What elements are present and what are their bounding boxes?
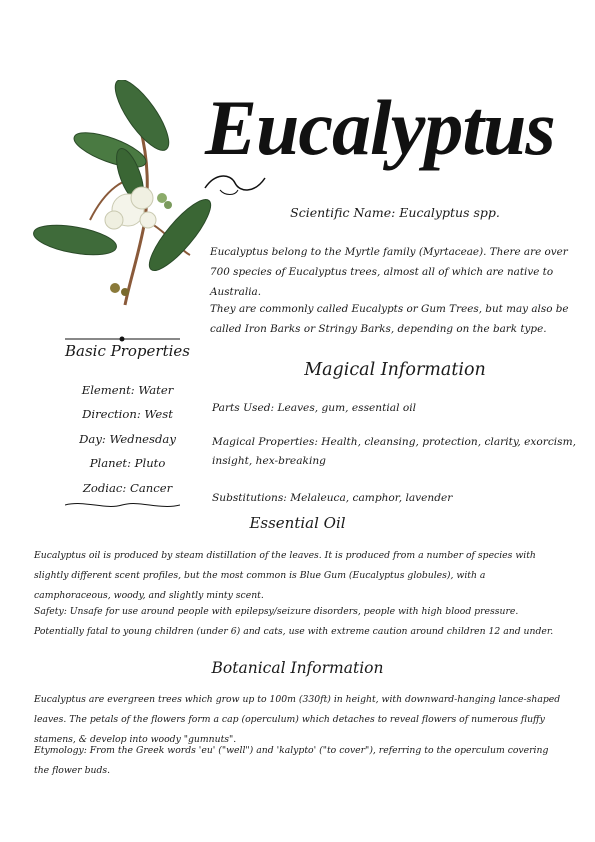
basic-properties-heading: Basic Properties <box>65 342 190 360</box>
substitutions: Substitutions: Melaleuca, camphor, lavender <box>212 492 453 504</box>
safety-text: Safety: Unsafe for use around people with epilepsy/seizure disorders, people with high blood pressure. Potentially fatal to young children (under 6) and cats, use with extreme caution around children 12 and under. <box>34 606 554 637</box>
title-text: Eucalyptus <box>205 84 555 171</box>
property-day: Day: Wednesday <box>79 431 176 446</box>
etymology-text: Etymology: From the Greek words 'eu' ("well") and 'kalypto' ("to cover"), referring to the operculum covering the flower buds. <box>34 745 549 776</box>
description-paragraph: Eucalyptus belong to the Myrtle family (Myrtaceae). There are over 700 species of Eucalyptus trees, almost all of which are native to Australia. <box>210 246 568 298</box>
magical-heading: Magical Information <box>304 360 486 380</box>
ornamental-flourish-icon <box>200 168 270 198</box>
eucalyptus-illustration-icon <box>30 80 215 310</box>
description-paragraph: They are commonly called Eucalypts or Gum Trees, but may also be called Iron Barks or Stringy Barks, depending on the bark type. <box>210 303 569 335</box>
property-planet: Planet: Pluto <box>89 456 166 471</box>
magical-properties: Magical Properties: Health, cleansing, protection, clarity, exorcism, insight, hex-breaking <box>212 436 577 467</box>
scientific-name: Scientific Name: Eucalyptus spp. <box>290 205 500 220</box>
botanical-text: Eucalyptus are evergreen trees which grow up to 100m (330ft) in height, with downward-hanging lance-shaped leaves. The petals of the flowers form a cap (operculum) which detaches to reveal flowers of numerous fluffy stamens, & develop into woody "gumnuts". <box>34 694 561 745</box>
property-direction: Direction: West <box>82 407 173 422</box>
botanical-heading: Botanical Information <box>211 659 384 677</box>
property-zodiac: Zodiac: Cancer <box>82 480 173 495</box>
property-element: Element: Water <box>81 383 174 397</box>
essential-oil-text: Eucalyptus oil is produced by steam distillation of the leaves. It is produced from a number of species with slightly different scent profiles, but the most common is Blue Gum (Eucalyptus globules), with a camphoraceous, woody, and slightly minty scent. <box>34 550 536 601</box>
essential-oil-heading: Essential Oil <box>249 514 346 532</box>
parts-used: Parts Used: Leaves, gum, essential oil <box>212 402 416 414</box>
basic-properties-list <box>55 378 200 500</box>
ornamental-divider-icon <box>65 498 180 512</box>
